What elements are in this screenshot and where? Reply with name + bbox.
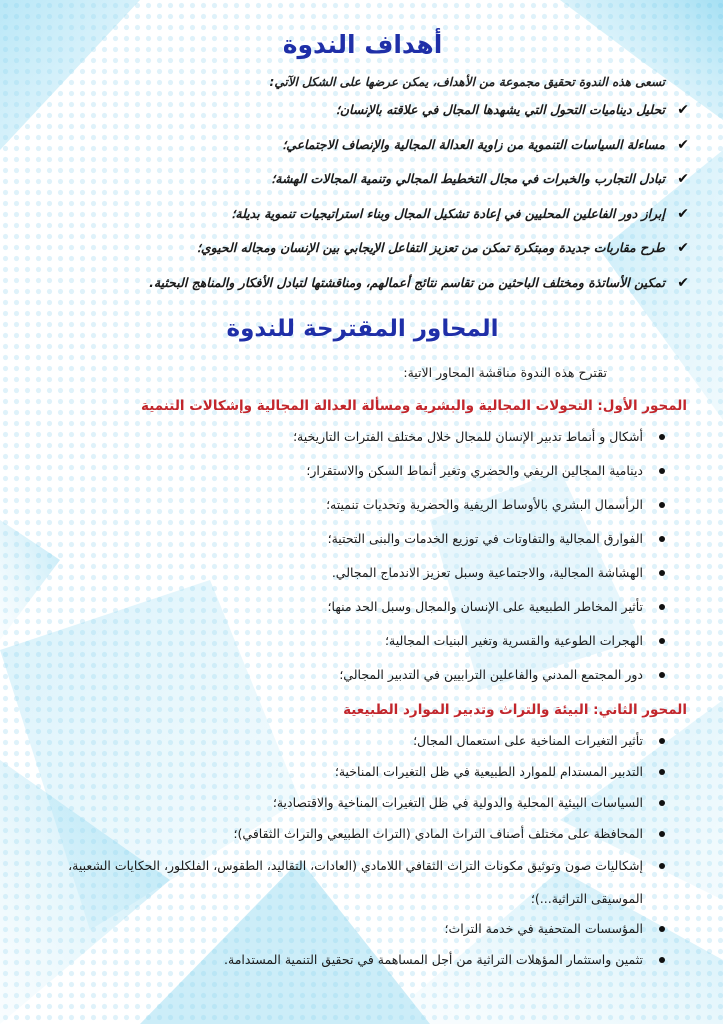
axis-one-list [30, 427, 695, 685]
axis-one-item: دينامية المجالين الريفي والحضري وتغير أنماط السكن والاستقرار؛ [30, 461, 695, 481]
bullet-icon [659, 926, 665, 932]
bullet-icon [659, 468, 665, 474]
checkmark-icon: ✔ [677, 102, 689, 118]
bullet-icon [659, 769, 665, 775]
checkmark-icon: ✔ [677, 136, 689, 153]
axis-one-item: الرأسمال البشري بالأوساط الريفية والحضرية وتحديات تنميته؛ [30, 495, 695, 515]
axis-two-item: تأثير التغيرات المناخية على استعمال المجال؛ [30, 731, 695, 751]
axis-one-item: الهشاشة المجالية، والاجتماعية وسبل تعزيز الاندماج المجالي. [30, 563, 695, 583]
axis-one-item: تأثير المخاطر الطبيعية على الإنسان والمجال وسبل الحد منها؛ [30, 597, 695, 617]
goal-item: ✔ تبادل التجارب والخبرات في مجال التخطيط المجالي وتنمية المجالات الهشة؛ [271, 171, 689, 187]
goal-item: ✔ تحليل ديناميات التحول التي يشهدها المجال في علاقته بالإنسان؛ [335, 102, 689, 118]
axis-two-item: إشكاليات صون وتوثيق مكونات التراث الثقافي اللامادي (العادات، التقاليد، الطقوس، الفلكلور، الحكايات الشعبية، الموسيقى التراثية...)؛ [30, 849, 695, 915]
bullet-icon [659, 536, 665, 542]
axis-one-item: أشكال و أنماط تدبير الإنسان للمجال خلال مختلف الفترات التاريخية؛ [30, 427, 695, 447]
axes-title: المحاور المقترحة للندوة [226, 316, 499, 342]
axis-one-item: دور المجتمع المدني والفاعلين الترابيين في التدبير المجالي؛ [30, 665, 695, 685]
axis-one-heading: المحور الأول: التحولات المجالية والبشرية ومسألة العدالة المجالية وإشكالات التنمية [141, 398, 687, 414]
bullet-icon [659, 863, 665, 869]
axis-two-item: تثمين واستثمار المؤهلات التراثية من أجل المساهمة في تحقيق التنمية المستدامة. [30, 950, 695, 970]
goal-item: ✔ تمكين الأساتذة ومختلف الباحثين من تقاسم نتائج أعمالهم، ومناقشتها لتبادل الأفكار والمناهج البحثية. [149, 274, 689, 291]
axes-intro: تقترح هذه الندوة مناقشة المحاور الاتية: [403, 365, 607, 380]
axis-two-heading: المحور الثاني: البيئة والتراث وتدبير الموارد الطبيعية [343, 702, 687, 718]
bullet-icon [659, 434, 665, 440]
axis-two-list [30, 731, 695, 970]
bullet-icon [659, 672, 665, 678]
goal-item: ✔ إبراز دور الفاعلين المحليين في إعادة تشكيل المجال وبناء استراتيجيات تنموية بديلة؛ [231, 205, 689, 222]
checkmark-icon: ✔ [677, 240, 689, 256]
bullet-icon [659, 502, 665, 508]
goals-list [30, 100, 695, 293]
goals-intro: تسعى هذه الندوة تحقيق مجموعة من الأهداف، يمكن عرضها على الشكل الآتي: [269, 75, 665, 89]
checkmark-icon: ✔ [677, 205, 689, 222]
goals-title: أهداف الندوة [282, 30, 443, 59]
bullet-icon [659, 604, 665, 610]
axis-two-item: المحافظة على مختلف أصناف التراث المادي (التراث الطبيعي والتراث الثقافي)؛ [30, 824, 695, 844]
bullet-icon [659, 831, 665, 837]
goal-item: ✔ طرح مقاربات جديدة ومبتكرة تمكن من تعزيز التفاعل الإيجابي بين الإنسان ومجاله الحيوي؛ [196, 240, 689, 256]
goal-item: ✔ مساءلة السياسات التنموية من زاوية العدالة المجالية والإنصاف الاجتماعي؛ [282, 136, 689, 153]
checkmark-icon: ✔ [677, 171, 689, 187]
bullet-icon [659, 638, 665, 644]
bullet-icon [659, 800, 665, 806]
axis-one-item: الهجرات الطوعية والقسرية وتغير البنيات المجالية؛ [30, 631, 695, 651]
axis-two-item: التدبير المستدام للموارد الطبيعية في ظل التغيرات المناخية؛ [30, 762, 695, 782]
checkmark-icon: ✔ [677, 274, 689, 291]
axis-two-item: المؤسسات المتحفية في خدمة التراث؛ [30, 919, 695, 939]
bullet-icon [659, 957, 665, 963]
axis-two-item: السياسات البيئية المحلية والدولية في ظل التغيرات المناخية والاقتصادية؛ [30, 793, 695, 813]
axis-one-item: الفوارق المجالية والتفاوتات في توزيع الخدمات والبنى التحتية؛ [30, 529, 695, 549]
bullet-icon [659, 570, 665, 576]
bullet-icon [659, 738, 665, 744]
